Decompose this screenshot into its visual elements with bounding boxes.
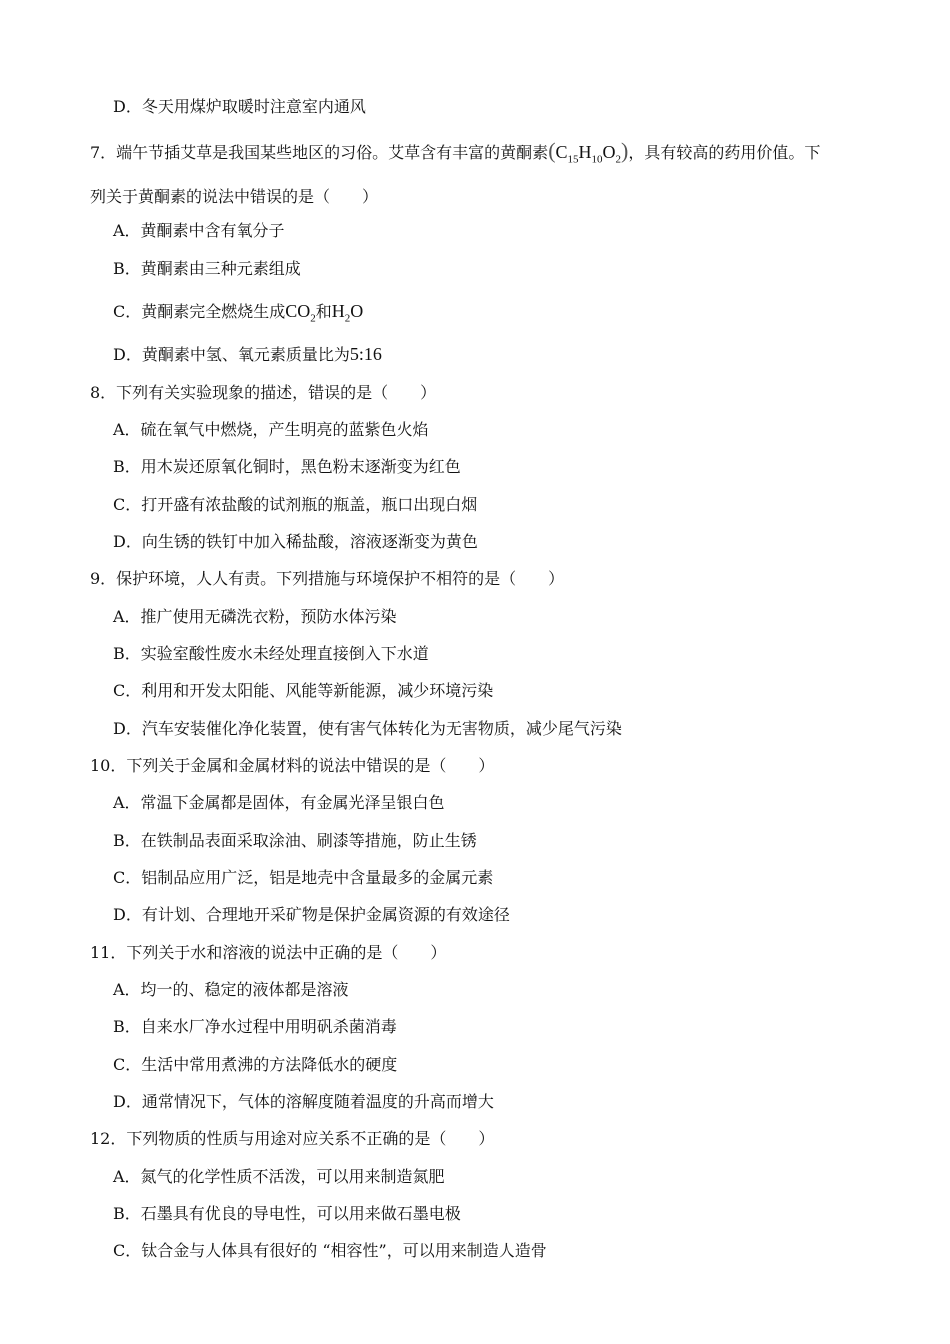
q9-stem: 9．保护环境，人人有责。下列措施与环境保护不相符的是（ ） (90, 569, 565, 588)
q10-stem: 10．下列关于金属和金属材料的说法中错误的是（ ） (90, 756, 495, 775)
h2o-formula: $H_2O$ (331, 301, 364, 325)
q10-option-b: B．在铁制品表面采取涂油、刷漆等措施，防止生锈 (113, 831, 477, 850)
q6-option-d: D．冬天用煤炉取暖时注意室内通风 (113, 97, 366, 116)
q11-option-a: A．均一的、稳定的液体都是溶液 (113, 980, 349, 999)
q9-option-a: A．推广使用无磷洗衣粉，预防水体污染 (113, 607, 397, 626)
q12-option-c: C．钛合金与人体具有很好的 “相容性”，可以用来制造人造骨 (113, 1241, 547, 1260)
co2-formula: $CO_2$ (285, 301, 316, 325)
q7-stem-part1: 7．端午节插艾草是我国某些地区的习俗。艾草含有丰富的黄酮素 (90, 143, 549, 162)
q9-option-c: C．利用和开发太阳能、风能等新能源，减少环境污染 (113, 681, 494, 700)
q12-option-b: B．石墨具有优良的导电性，可以用来做石墨电极 (113, 1204, 461, 1223)
q7-stem-line2: 列关于黄酮素的说法中错误的是（ ） (90, 187, 379, 206)
q7-stem (90, 140, 820, 171)
q10-option-d: D．有计划、合理地开采矿物是保护金属资源的有效途径 (113, 905, 510, 924)
q7-option-a: A．黄酮素中含有氧分子 (113, 221, 285, 240)
q7-option-b: B．黄酮素由三种元素组成 (113, 259, 301, 278)
q11-option-d: D．通常情况下，气体的溶解度随着温度的升高而增大 (113, 1092, 494, 1111)
q11-option-b: B．自来水厂净水过程中用明矾杀菌消毒 (113, 1017, 397, 1036)
q12-stem: 12．下列物质的性质与用途对应关系不正确的是（ ） (90, 1129, 495, 1148)
q12-option-a: A．氮气的化学性质不活泼，可以用来制造氮肥 (113, 1167, 445, 1186)
q10-option-c: C．铝制品应用广泛，铝是地壳中含量最多的金属元素 (113, 868, 494, 887)
q7-option-d: D．黄酮素中氢、氧元素质量比为5:16 (113, 344, 382, 364)
q11-option-c: C．生活中常用煮沸的方法降低水的硬度 (113, 1055, 398, 1074)
q9-option-d: D．汽车安装催化净化装置，使有害气体转化为无害物质，减少尾气污染 (113, 719, 622, 738)
q8-option-d: D．向生锈的铁钉中加入稀盐酸，溶液逐渐变为黄色 (113, 532, 478, 551)
q8-option-c: C．打开盛有浓盐酸的试剂瓶的瓶盖，瓶口出现白烟 (113, 495, 478, 514)
q8-option-b: B．用木炭还原氧化铜时，黑色粉末逐渐变为红色 (113, 457, 461, 476)
mass-ratio: 5:16 (349, 344, 382, 364)
q8-stem: 8．下列有关实验现象的描述，错误的是（ ） (90, 383, 437, 402)
q7-formula: $(C_{15}H_{10}O_2)$ (548, 138, 629, 166)
q7-stem-part2: ，具有较高的药用价值。下 (628, 143, 821, 162)
q9-option-b: B．实验室酸性废水未经处理直接倒入下水道 (113, 644, 429, 663)
q7-option-c: C．黄酮素完全燃烧生成$CO_2$和$H_2O$ (113, 301, 364, 325)
q11-stem: 11．下列关于水和溶液的说法中正确的是（ ） (90, 943, 447, 962)
q8-option-a: A．硫在氧气中燃烧，产生明亮的蓝紫色火焰 (113, 420, 429, 439)
q10-option-a: A．常温下金属都是固体，有金属光泽呈银白色 (113, 793, 445, 812)
